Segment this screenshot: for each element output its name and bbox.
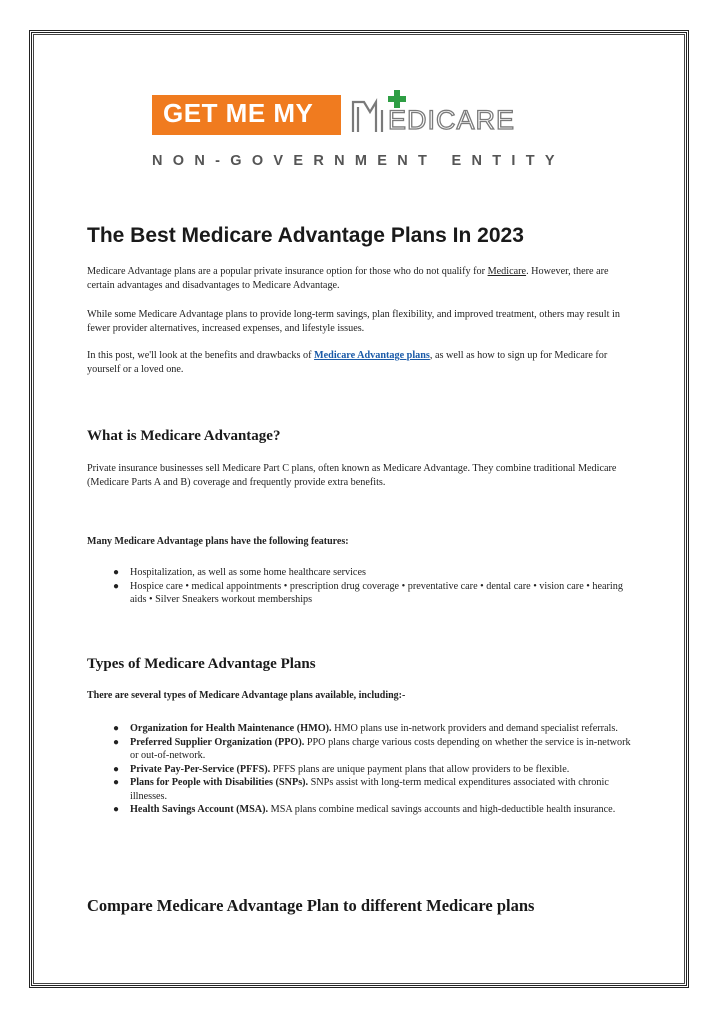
medicare-link[interactable]: Medicare [487,266,527,277]
logo [152,92,565,172]
types-list [87,722,632,817]
intro-paragraph-2: While some Medicare Advantage plans to provide long-term savings, plan flexibility, and improved treatment, others may result in fewer provider alternatives, increased expenses, and lifestyle issues. [87,309,620,334]
list-item: ● Organization for Health Maintenance (HMO). HMO plans use in-network providers and demand specialist referrals. [113,723,618,734]
list-item: ● Preferred Supplier Organization (PPO). PPO plans charge various costs depending on whether the service is in-network or out-of-network. [113,736,631,761]
bullet-icon: ● [113,777,120,788]
bullet-icon: ● [113,580,120,592]
logo-orange-box [152,95,341,135]
list-item: ● Plans for People with Disabilities (SNPs). SNPs assist with long-term medical expenditures associated with chronic illnesses. [113,777,609,802]
features-list [87,566,632,607]
types-subtitle: There are several types of Medicare Advantage plans available, including:- [87,690,406,701]
medicare-advantage-plans-link[interactable]: Medicare Advantage plans [314,350,430,361]
intro-paragraph-3: In this post, we'll look at the benefits and drawbacks of Medicare Advantage plans, as well as how to sign up for Medicare for yourself or a loved one. [87,350,608,375]
features-title: Many Medicare Advantage plans have the following features: [87,536,349,547]
logo-box-text: GET ME MY [163,98,314,128]
logo-m-letter [350,98,390,134]
list-item: ● Health Savings Account (MSA). MSA plans combine medical savings accounts and high-deductible health insurance. [113,804,616,815]
list-item: ● Hospice care • medical appointments • prescription drug coverage • preventative care • dental care • vision care • hearing aids • Silver Sneakers workout memberships [113,580,623,605]
section-heading-what-is: What is Medicare Advantage? [87,428,281,444]
bullet-icon: ● [113,736,120,748]
section1-body: Private insurance businesses sell Medicare Part C plans, often known as Medicare Advantage. They combine traditional Medicare (Medicare Parts A and B) coverage and frequently provide extra benefits. [87,463,617,488]
list-item: ● Hospitalization, as well as some home healthcare services [113,567,366,578]
bullet-icon: ● [113,567,120,578]
page-title: The Best Medicare Advantage Plans In 2023 [87,224,524,247]
bullet-icon: ● [113,804,120,815]
list-item: ● Private Pay-Per-Service (PFFS). PFFS plans are unique payment plans that allow providers to be flexible. [113,763,570,775]
logo-tagline: NON-GOVERNMENT ENTITY [152,153,565,169]
section-heading-compare: Compare Medicare Advantage Plan to different Medicare plans [87,896,535,915]
logo-word: EDICARE [388,105,516,135]
bullet-icon: ● [113,723,120,734]
section-heading-types: Types of Medicare Advantage Plans [87,656,316,672]
bullet-icon: ● [113,763,120,775]
page-border-inner [33,34,685,984]
intro-paragraph-1: Medicare Advantage plans are a popular private insurance option for those who do not qualify for Medicare. However, there are certain advantages and disadvantages to Medicare Advantage. [87,266,609,291]
